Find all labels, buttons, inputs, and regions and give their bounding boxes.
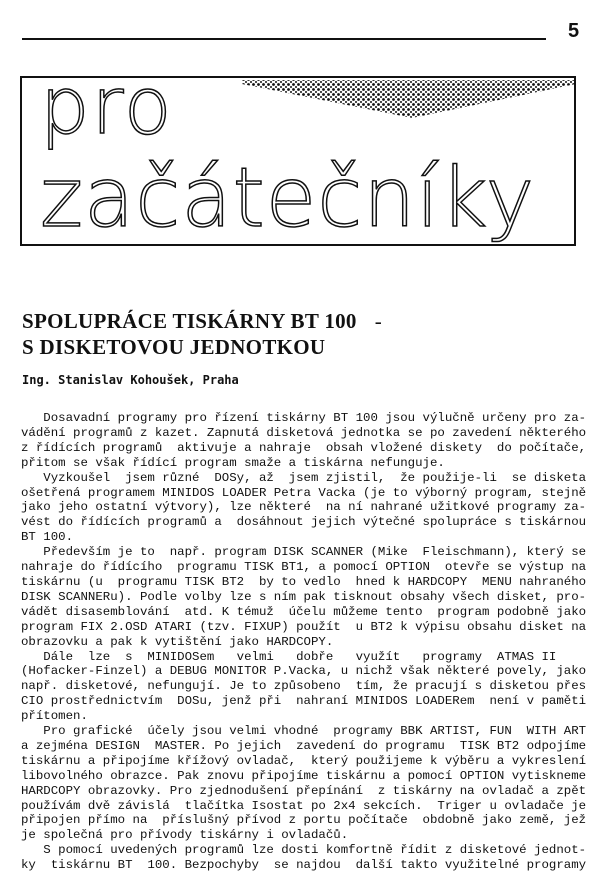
- body-line: používám dvě závislá tlačítka Isostat po 2x4 sekcích. Triger u ovladače je: [21, 798, 587, 813]
- banner-word-zacatecniky: začátečníky: [40, 151, 536, 246]
- body-line: např. disketové, nefungují. Je to způsobeno tím, že pracují s disketou přes: [21, 679, 587, 694]
- body-line: tiskárnu a připojíme křížový ovladač, který použijeme k výběru a vykreslení: [21, 753, 587, 768]
- body-line: tiskárnu (u programu TISK BT2 by to vedlo hned k HARDCOPY MENU nahraného: [21, 574, 587, 589]
- body-line: přítomen.: [21, 709, 88, 724]
- body-line: ky tiskárnu BT 100. Bezpochyby se najdou další takto využitelné programy: [21, 858, 587, 873]
- body-line: ošetřená programem MINIDOS LOADER Petra Vacka (je to výborný program, stejně: [21, 485, 587, 500]
- title-line-1: SPOLUPRÁCE TISKÁRNY BT 100: [22, 309, 357, 333]
- body-line: program FIX 2.OSD ATARI (tzv. FIXUP) použít u BT2 k výpisu obsahu disket na: [21, 619, 587, 634]
- article-author: Ing. Stanislav Kohoušek, Praha: [22, 373, 239, 387]
- body-line: CIO prostřednictvím DOSu, jenž při nahraní MINIDOS LOADERem není v paměti: [21, 694, 587, 709]
- article-body: [21, 411, 587, 873]
- body-line: libovolného obrazce. Pak znovu připojíme tiskárnu a pomocí OPTION vytiskneme: [21, 768, 587, 783]
- page-number: 5: [568, 20, 580, 42]
- banner-word-pro: pro: [40, 76, 174, 152]
- section-banner: [20, 76, 576, 246]
- body-line: vést do řídících programů a dosáhnout jejich výtečné spolupráce s tiskárnou: [21, 515, 587, 530]
- body-line: připojen přímo na příslušný přívod z portu počítače obdobně jako země, jež: [21, 813, 587, 828]
- body-line: HARDCOPY obrazovky. Pro zjednodušení přepínání z tiskárny na ovladač a zpět: [21, 783, 587, 798]
- title-line-2: S DISKETOVOU JEDNOTKOU: [22, 335, 326, 359]
- body-line: nahraje do řídícího programu TISK BT1, a pomocí OPTION otevře se výstup na: [21, 560, 587, 575]
- body-line: Vyzkoušel jsem různé DOSy, až jsem zjistil, že použije-li se disketa: [21, 470, 587, 485]
- body-line: jako jeho ostatní výtvory), lze některé na ní nahrané užitkové programy za-: [21, 500, 587, 515]
- body-line: Pro grafické účely jsou velmi vhodné programy BBK ARTIST, FUN WITH ART: [21, 724, 587, 739]
- body-line: (Hofacker-Finzel) a DEBUG MONITOR P.Vacka, u nichž však některé povely, jako: [21, 664, 587, 679]
- article-title: [22, 308, 382, 360]
- body-line: DISK SCANNERu). Podle volby lze s ním pak tisknout obsahy všech disket, pro-: [21, 589, 587, 604]
- body-line: vádění programů z kazet. Zapnutá disketová jednotka se po zavedení některého: [21, 425, 587, 440]
- header-rule: [22, 38, 546, 40]
- body-line: Především je to např. program DISK SCANNER (Mike Fleischmann), který se: [21, 545, 587, 560]
- body-line: S pomocí uvedených programů lze dosti komfortně řídit z disketové jednot-: [21, 843, 587, 858]
- body-line: Dále lze s MINIDOSem velmi dobře využít programy ATMAS II: [21, 649, 557, 664]
- body-line: Dosavadní programy pro řízení tiskárny BT 100 jsou výlučně určeny pro za-: [21, 411, 587, 425]
- body-line: je společná pro přívody tiskárny i ovladačů.: [21, 828, 349, 843]
- body-line: z řídících programů aktivuje a nahraje obsah vložené diskety do počítače,: [21, 440, 587, 455]
- body-line: obrazovku a pak k vytištění jako HARDCOPY.: [21, 634, 334, 649]
- title-dash: -: [374, 309, 383, 333]
- body-line: a zejména DESIGN MASTER. Po jejich zavedení do programu TISK BT2 odpojíme: [21, 738, 587, 753]
- body-line: vádět disasemblování atd. K témuž účelu můžeme tento program podobně jako: [21, 604, 587, 619]
- body-line: BT 100.: [21, 530, 74, 545]
- body-line: přitom se však řídící program smaže a tiskárna nefunguje.: [21, 455, 445, 470]
